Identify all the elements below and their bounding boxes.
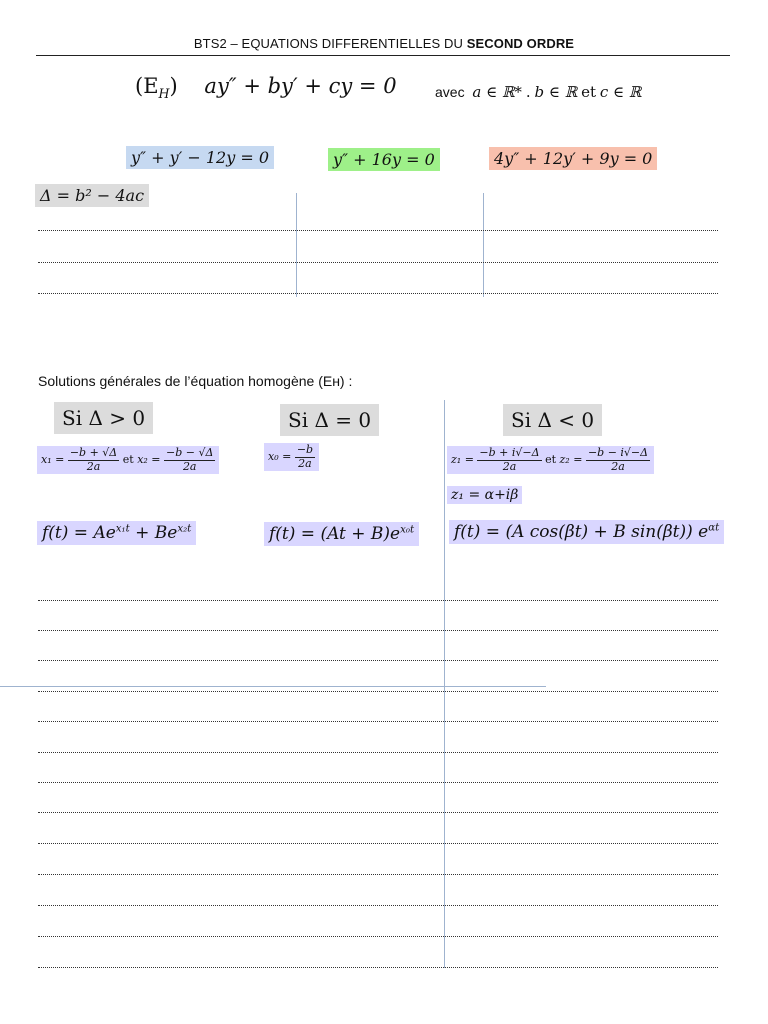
writing-line — [38, 600, 718, 601]
cond-b: b ∈ ℝ — [534, 83, 578, 101]
f-pos-start: f(t) = Ae — [42, 523, 116, 543]
f-zero-start: f(t) = (At + B)e — [269, 524, 401, 544]
x0-lhs: x₀ = — [268, 450, 292, 464]
column-divider-1 — [296, 193, 297, 297]
roots-et: et — [122, 453, 134, 467]
writing-line — [38, 721, 718, 722]
complex-roots-et: et — [545, 453, 557, 467]
title-bold: SECOND ORDRE — [466, 36, 575, 51]
cond-sep: . — [525, 83, 531, 101]
x2-lhs: x₂ = — [137, 453, 161, 467]
coefficient-conditions — [435, 83, 641, 101]
x0-fraction — [295, 444, 315, 470]
x1-lhs: x₁ = — [41, 453, 65, 467]
cond-c: c ∈ ℝ — [599, 83, 642, 101]
x1-denominator: 2a — [86, 459, 101, 473]
writing-line — [38, 782, 718, 783]
f-pos-exp2: x₂t — [177, 523, 192, 535]
writing-line — [38, 967, 718, 968]
writing-line — [38, 230, 718, 231]
discriminant-formula: Δ = b² − 4ac — [35, 184, 149, 207]
eh-label-open: (E — [135, 74, 159, 98]
f-neg-start: f(t) = (A cos(βt) + B sin(βt)) e — [454, 522, 709, 542]
x2-numerator: −b − √Δ — [166, 446, 214, 459]
case-delta-negative: Si Δ < 0 — [503, 404, 602, 436]
f-pos-exp1: x₁t — [115, 523, 130, 535]
complex-root-form: z₁ = α+iβ — [447, 486, 522, 504]
writing-line — [38, 262, 718, 263]
x1-fraction — [68, 447, 119, 473]
writing-line — [38, 843, 718, 844]
eh-equation: ay″ + by′ + cy = 0 — [204, 74, 397, 98]
title-prefix: BTS2 – EQUATIONS DIFFERENTIELLES DU — [193, 36, 467, 51]
horizontal-guide-line — [0, 686, 546, 687]
f-neg-exp: αt — [708, 522, 720, 534]
example-equation-1: y″ + y′ − 12y = 0 — [126, 146, 274, 169]
writing-line — [38, 660, 718, 661]
f-pos-mid: + Be — [129, 523, 178, 543]
cond-et: et — [581, 83, 596, 101]
writing-line — [38, 905, 718, 906]
writing-line — [38, 691, 718, 692]
z2-numerator: −b − i√−Δ — [587, 446, 649, 459]
solution-delta-zero — [264, 522, 419, 546]
x2-fraction — [164, 447, 215, 473]
z1-fraction — [477, 447, 541, 473]
page-title — [0, 36, 768, 51]
roots-positive — [37, 446, 219, 474]
f-zero-exp: x₀t — [400, 524, 415, 536]
solutions-heading: Solutions générales de l’équation homogène (Eʜ) : — [38, 373, 353, 389]
solution-delta-negative — [449, 520, 724, 544]
writing-line — [38, 936, 718, 937]
avec-word: avec — [435, 84, 465, 100]
solution-delta-positive — [37, 521, 196, 545]
example-equation-2: y″ + 16y = 0 — [328, 148, 440, 171]
cond-a: a ∈ ℝ* — [472, 83, 522, 101]
eh-label-sub: H — [158, 86, 170, 102]
column-divider-2 — [483, 193, 484, 297]
z1-denominator: 2a — [502, 459, 517, 473]
eh-label-close: ) — [169, 74, 178, 98]
writing-line — [38, 630, 718, 631]
z2-denominator: 2a — [611, 459, 625, 473]
x0-denominator: 2a — [298, 456, 312, 470]
case-delta-positive: Si Δ > 0 — [54, 402, 153, 434]
roots-negative — [447, 446, 654, 474]
x0-numerator: −b — [296, 443, 314, 456]
header-rule — [36, 55, 730, 56]
homogeneous-equation — [135, 74, 397, 101]
root-zero — [264, 443, 319, 471]
example-equation-3: 4y″ + 12y′ + 9y = 0 — [489, 147, 657, 170]
writing-line — [38, 812, 718, 813]
writing-line — [38, 293, 718, 294]
z1-numerator: −b + i√−Δ — [479, 446, 540, 459]
writing-line — [38, 874, 718, 875]
z1-lhs: z₁ = — [451, 453, 474, 467]
case-delta-zero: Si Δ = 0 — [280, 404, 379, 436]
solutions-divider — [444, 400, 445, 968]
z2-fraction — [586, 447, 650, 473]
x1-numerator: −b + √Δ — [69, 446, 118, 459]
z2-lhs: z₂ = — [559, 453, 583, 467]
writing-line — [38, 752, 718, 753]
x2-denominator: 2a — [182, 459, 197, 473]
